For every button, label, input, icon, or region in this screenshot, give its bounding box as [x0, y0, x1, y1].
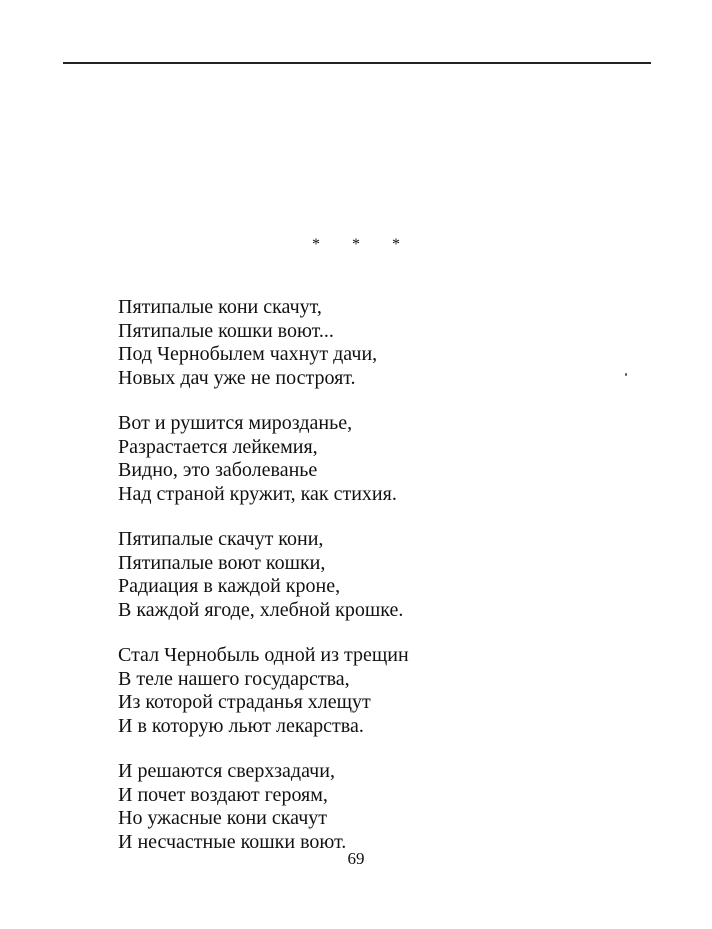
poem-line: В каждой ягоде, хлебной крошке.: [118, 598, 404, 621]
section-ornament: * * *: [312, 236, 414, 253]
poem-body: [118, 296, 638, 876]
poem-line: Радиация в каждой кроне,: [118, 575, 341, 597]
poem-line: Но ужасные кони скачут: [118, 807, 328, 829]
stanza-2: [118, 412, 638, 506]
stanza-3: [118, 528, 638, 622]
poem-line: Под Чернобылем чахнут дачи,: [118, 343, 378, 365]
page-number: 69: [347, 849, 365, 868]
poem-line: Из которой страданья хлещут: [118, 691, 371, 713]
poem-line: В теле нашего государства,: [118, 667, 350, 690]
stanza-1: [118, 296, 638, 390]
poem-line: Новых дач уже не построят.: [118, 366, 356, 389]
poem-line: И почет воздают героям,: [118, 783, 328, 806]
poem-line: И решаются сверхзадачи,: [118, 760, 335, 782]
poem-line: Пятипалые кошки воют...: [118, 319, 334, 342]
poem-line: Пятипалые воют кошки,: [118, 551, 326, 574]
poem-line: Разрастается лейкемия,: [118, 435, 318, 458]
stanza-5: [118, 760, 638, 854]
poem-line: Видно, это заболеванье: [118, 459, 318, 481]
top-rule: [63, 62, 651, 64]
poem-line: Пятипалые кони скачут,: [118, 296, 322, 318]
poem-line: Стал Чернобыль одной из трещин: [118, 644, 409, 666]
poem-line: Пятипалые скачут кони,: [118, 528, 324, 550]
poem-line: Вот и рушится мирозданье,: [118, 412, 353, 434]
poem-line: Над страной кружит, как стихия.: [118, 482, 397, 505]
poem-line: И в которую льют лекарства.: [118, 714, 364, 737]
poem-line: И несчастные кошки воют.: [118, 830, 347, 853]
stanza-4: [118, 644, 638, 738]
